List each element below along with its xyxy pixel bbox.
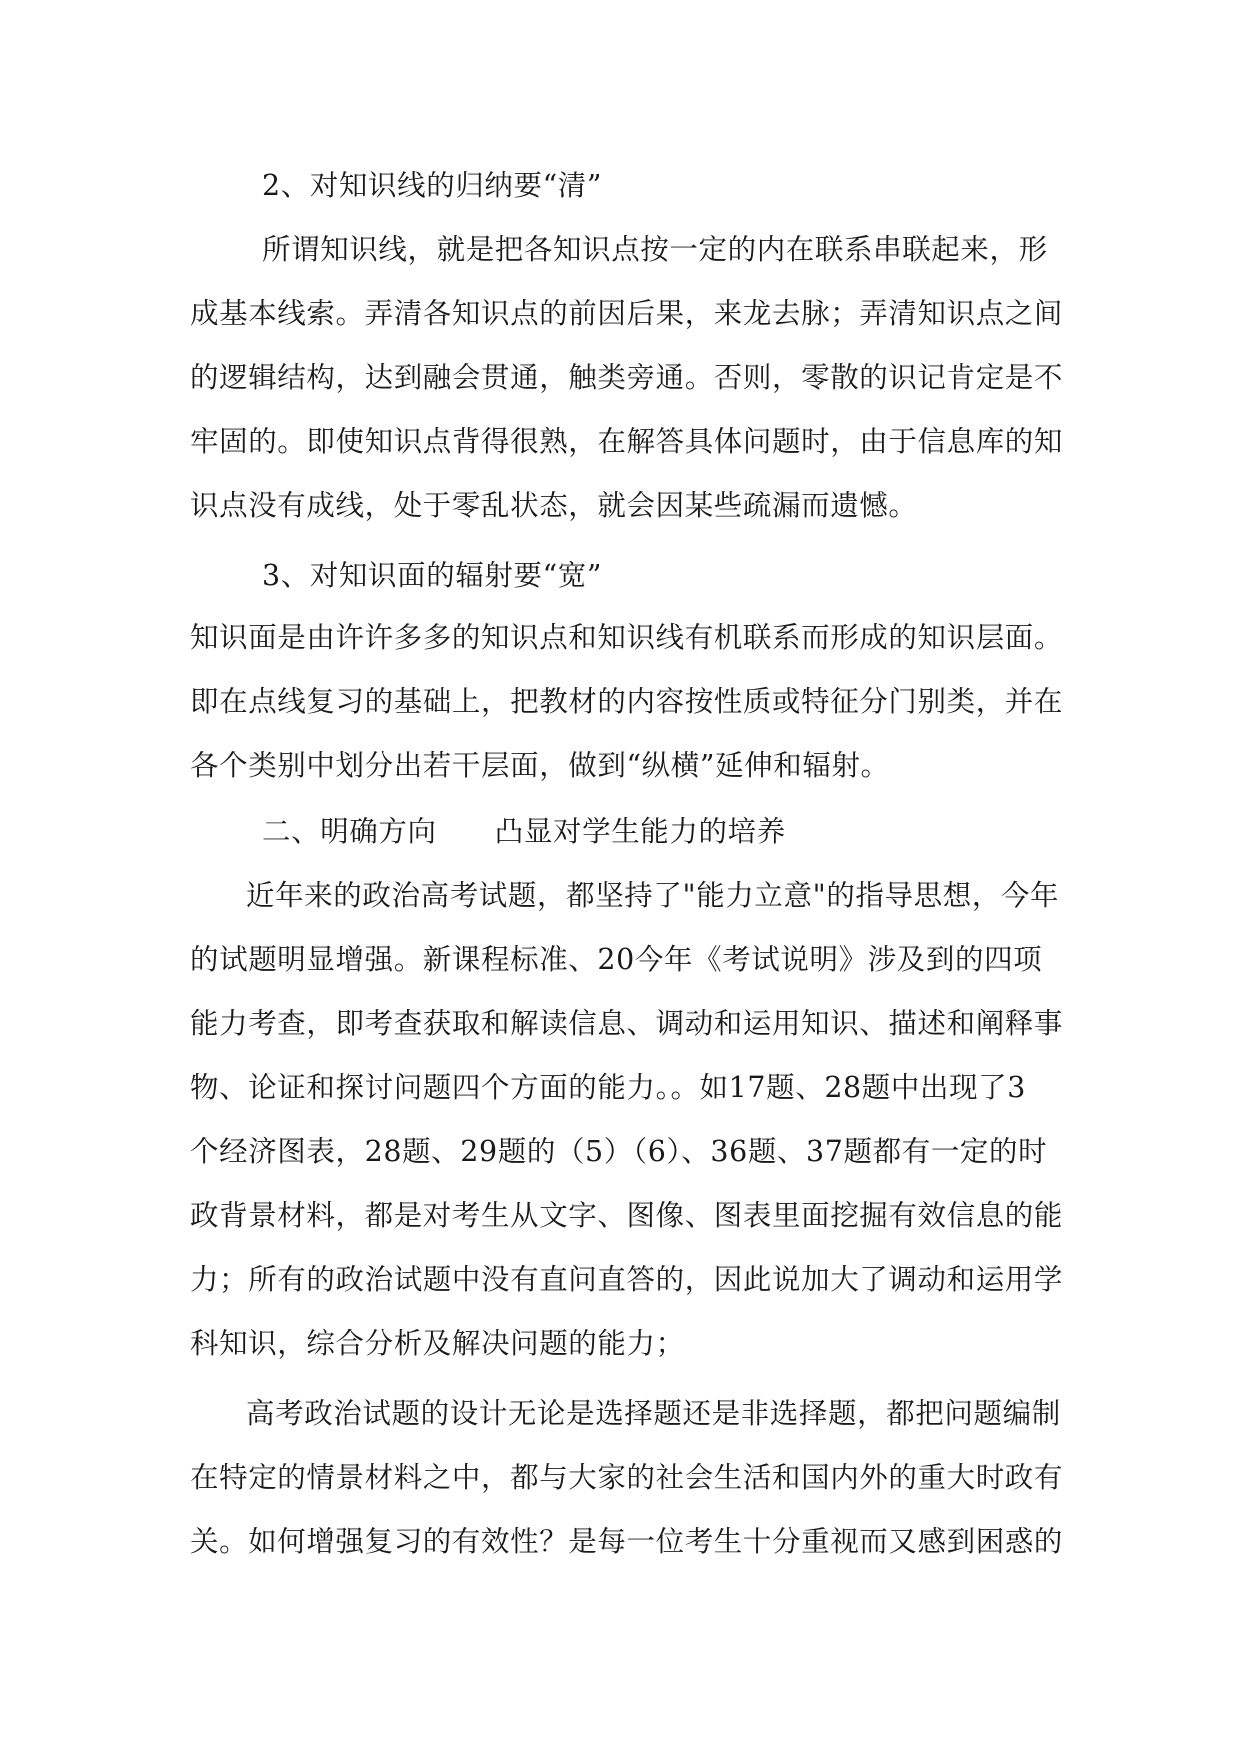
paragraph-line: 关。如何增强复习的有效性？是每一位考生十分重视而又感到困惑的 xyxy=(190,1525,1064,1558)
paragraph-line: 牢固的。即使知识点背得很熟，在解答具体问题时，由于信息库的知 xyxy=(190,425,1064,458)
paragraph-line: 的逻辑结构，达到融会贯通，触类旁通。否则，零散的识记肯定是不 xyxy=(190,361,1064,394)
heading-knowledge-line: 2、对知识线的归纳要“清” xyxy=(262,169,603,202)
paragraph-line: 所谓知识线，就是把各知识点按一定的内在联系串联起来，形 xyxy=(262,233,1048,266)
paragraph-line: 高考政治试题的设计无论是选择题还是非选择题，都把问题编制 xyxy=(246,1397,1061,1430)
heading-knowledge-surface: 3、对知识面的辐射要“宽” xyxy=(262,559,603,592)
paragraph-line: 个经济图表，28题、29题的（5）（6）、36题、37题都有一定的时 xyxy=(190,1135,1048,1168)
paragraph-line: 能力考查，即考查获取和解读信息、调动和运用知识、描述和阐释事 xyxy=(190,1007,1064,1040)
paragraph-line: 物、论证和探讨问题四个方面的能力。。如17题、28题中出现了3 xyxy=(190,1071,1027,1104)
paragraph-line: 识点没有成线，处于零乱状态，就会因某些疏漏而遗憾。 xyxy=(190,489,918,522)
paragraph-line: 的试题明显增强。新课程标准、20今年《考试说明》涉及到的四项 xyxy=(190,943,1043,976)
paragraph-line: 政背景材料，都是对考生从文字、图像、图表里面挖掘有效信息的能 xyxy=(190,1199,1064,1232)
paragraph-line: 成基本线索。弄清各知识点的前因后果，来龙去脉；弄清知识点之间 xyxy=(190,297,1064,330)
paragraph-line: 即在点线复习的基础上，把教材的内容按性质或特征分门别类，并在 xyxy=(190,685,1064,718)
paragraph-line: 近年来的政治高考试题，都坚持了"能力立意"的指导思想，今年 xyxy=(246,879,1060,912)
paragraph-line: 在特定的情景材料之中，都与大家的社会生活和国内外的重大时政有 xyxy=(190,1461,1064,1494)
section-heading: 二、明确方向 凸显对学生能力的培养 xyxy=(262,815,786,848)
paragraph-line: 力；所有的政治试题中没有直问直答的，因此说加大了调动和运用学 xyxy=(190,1263,1064,1296)
paragraph-line: 科知识，综合分析及解决问题的能力； xyxy=(190,1327,685,1360)
paragraph-line: 各个类别中划分出若干层面，做到“纵横”延伸和辐射。 xyxy=(190,749,890,782)
paragraph-line: 知识面是由许许多多的知识点和知识线有机联系而形成的知识层面。 xyxy=(190,621,1064,654)
